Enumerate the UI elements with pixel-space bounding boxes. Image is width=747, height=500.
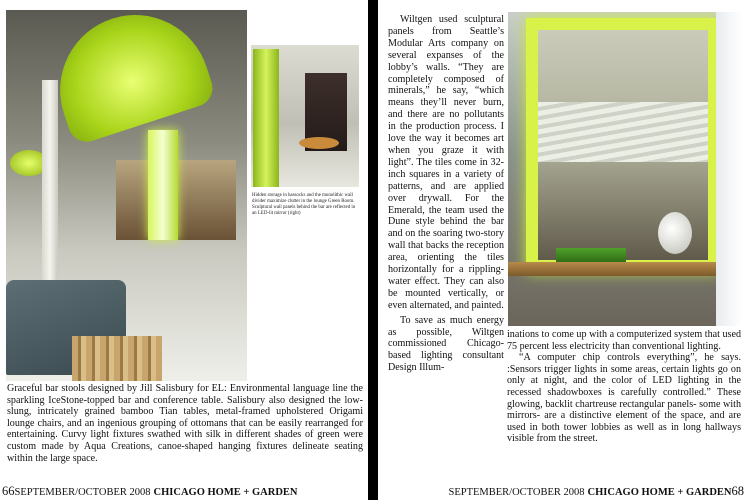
right-wide-paragraph: inations to come up with a computerized system that used 75 percent less electricity than conventional lighting. <box>507 329 741 352</box>
right-wide-paragraph: “A computer chip controls everything”, he says. :Sensors trigger lights in some areas, certain lights go on only at night, and the color of LED lighting in the recessed shadowboxes is carefully controlled.” These glowing, backlit chartreuse rectangular panels- some with mirrors- are a distinctive element of the space, and are used in both tower lobbies as well as in long hallways visible from the street. <box>507 352 741 445</box>
wood-console <box>508 262 718 276</box>
sphere-lamp <box>658 212 692 254</box>
magazine-name: CHICAGO HOME + GARDEN <box>153 487 298 498</box>
lounge-bar-photo <box>6 10 247 381</box>
round-table <box>299 137 339 149</box>
issue-date: SEPTEMBER/OCTOBER 2008 <box>14 487 151 498</box>
led-mirror-bar-photo <box>508 12 742 326</box>
grass-planter <box>556 248 626 262</box>
sculptural-wall-panels <box>538 102 708 162</box>
right-page <box>378 0 747 500</box>
right-wide-text <box>507 329 741 445</box>
left-page-footer <box>2 484 298 499</box>
right-column-paragraph: Wiltgen used sculptural panels from Seattle’s Modular Arts company on several expanses of the lobby’s walls. “They are completely composed of minerals,” he say, “which means they’ll never burn, and there are no pollutants in the production process. I love the way it becomes art when you graze it with light”. The tiles come in 32-inch squares in a variety of patterns, and are applied over drywall. For the Emerald, the team used the Dune style behind the bar and on the soaring two-story wall that backs the reception area, orienting the tiles horizontally for a rippling-water effect. They can also be mounted vertically, or even alternated, and painted. <box>388 14 504 311</box>
magazine-name: CHICAGO HOME + GARDEN <box>587 487 732 498</box>
right-column-text <box>388 14 504 377</box>
inset-photo-caption: Hidden storage in hassocks and the monolithic wall divider maximize clutter in the lounge Green Room. Sculptural wall panels behind the bar are reflected in an LED-lit mirror (right) <box>252 193 356 216</box>
right-column-paragraph: To save as much energy as possible, Wiltgen commissioned Chicago-based lighting consultant Design Illum- <box>388 314 504 374</box>
green-silk-light-fixture <box>41 10 218 146</box>
white-column <box>42 80 58 280</box>
page-number: 68 <box>731 484 744 498</box>
left-body-paragraph: Graceful bar stools designed by Jill Salisbury for EL: Environmental language line the sparkling IceStone-topped bar and conference table. Salisbury also designed the low-slung, intricately grained bamboo Tian tables, metal-framed upholstered Origami lounge chairs, and an ingenious grouping of ottomans that can be easily rearranged for entertaining. Curvy light fixtures swathed with silk in different shades of green were custom made by Aqua Creations, canoe-shaped hanging fixtures delineate seating within the large space. <box>7 383 363 464</box>
issue-date: SEPTEMBER/OCTOBER 2008 <box>448 487 585 498</box>
bamboo-ottoman <box>72 336 162 381</box>
right-page-footer <box>449 484 745 499</box>
green-room-inset-photo <box>251 45 359 187</box>
glowing-green-panel <box>148 130 178 240</box>
window-light <box>716 12 742 326</box>
left-body-text <box>7 383 363 464</box>
left-page <box>0 0 368 500</box>
page-number: 66 <box>2 484 15 498</box>
green-light-column <box>253 49 279 187</box>
